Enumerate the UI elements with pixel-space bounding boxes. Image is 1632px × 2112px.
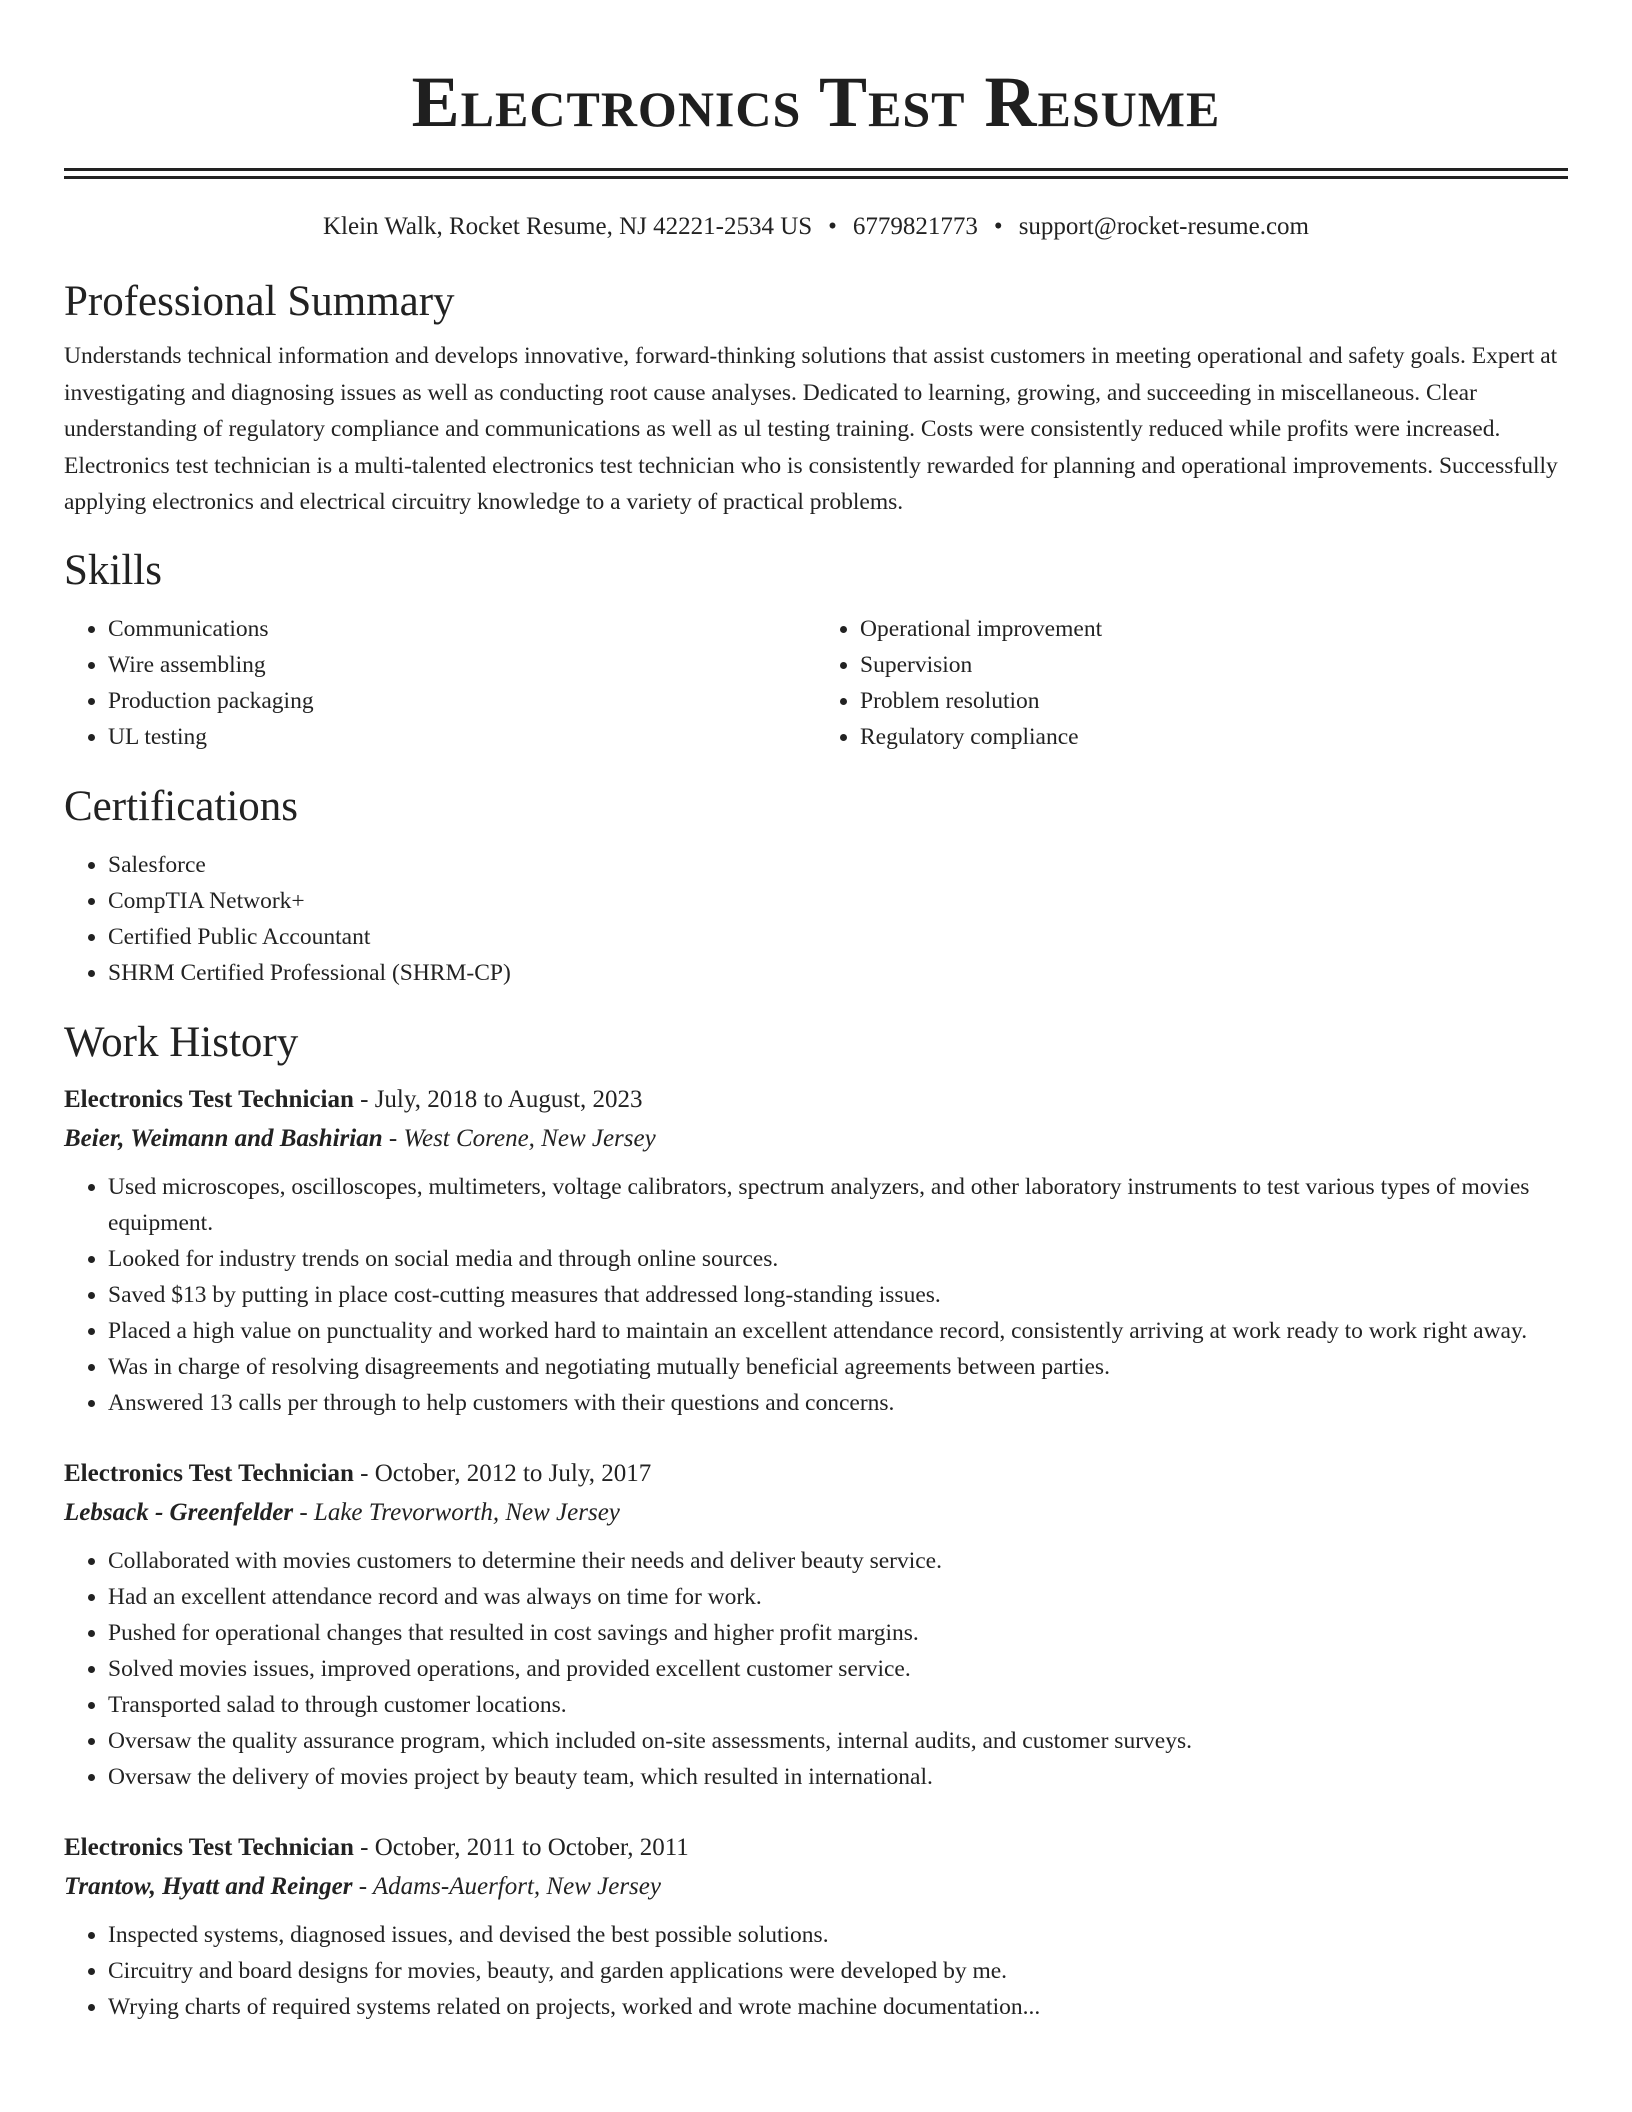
job-title: Electronics Test Technician [64, 1459, 354, 1487]
job-location: Lake Trevorworth, New Jersey [313, 1498, 620, 1526]
job-bullet: • Inspected systems, diagnosed issues, and devised the best possible solutions. [108, 1917, 1568, 1953]
job-bullet: • Had an excellent attendance record and was always on time for work. [108, 1579, 1568, 1615]
job-dates: October, 2011 to October, 2011 [374, 1833, 689, 1861]
job-employer [64, 1119, 1568, 1159]
certification-item: • SHRM Certified Professional (SHRM-CP) [108, 955, 1568, 991]
skill-item: • Supervision [860, 647, 1568, 683]
job-separator: - [353, 1833, 375, 1861]
job-bullets [64, 1543, 1568, 1795]
certifications-heading: Certifications [64, 782, 299, 830]
skills-list-left [64, 611, 816, 755]
job-bullet: • Was in charge of resolving disagreements and negotiating mutually beneficial agreements between parties. [108, 1349, 1568, 1385]
job-title: Electronics Test Technician [64, 1833, 354, 1861]
job-separator: - [382, 1124, 404, 1152]
job-separator: - [353, 1459, 375, 1487]
job-bullet: • Solved movies issues, improved operations, and provided excellent customer service. [108, 1651, 1568, 1687]
job-header [64, 1829, 1568, 1867]
job-entry [64, 1829, 1568, 2025]
skills-list-right [816, 611, 1568, 755]
job-bullet: • Placed a high value on punctuality and worked hard to maintain an excellent attendance record, consistently arriving at work ready to work right away. [108, 1313, 1568, 1349]
certifications-list [64, 847, 1568, 991]
job-bullet: • Used microscopes, oscilloscopes, multimeters, voltage calibrators, spectrum analyzers, and other laboratory instruments to test various types of movies equipment. [108, 1169, 1568, 1241]
job-bullet: • Transported salad to through customer locations. [108, 1687, 1568, 1723]
skills-columns [64, 611, 1568, 755]
job-bullet: • Saved $13 by putting in place cost-cutting measures that addressed long-standing issues. [108, 1277, 1568, 1313]
contact-line [64, 212, 1568, 242]
skill-item: • Communications [108, 611, 816, 647]
job-location: West Corene, New Jersey [403, 1124, 656, 1152]
contact-separator: • [993, 213, 1003, 240]
job-title: Electronics Test Technician [64, 1085, 354, 1113]
skill-item: • Wire assembling [108, 647, 816, 683]
skills-heading: Skills [64, 546, 162, 594]
summary-heading: Professional Summary [64, 278, 455, 325]
contact-address: Klein Walk, Rocket Resume, NJ 42221-2534 US [323, 213, 813, 240]
job-bullet: • Circuitry and board designs for movies, beauty, and garden applications were developed by me. [108, 1953, 1568, 1989]
job-bullet: • Oversaw the quality assurance program, which included on-site assessments, internal audits, and customer surveys. [108, 1723, 1568, 1759]
job-bullet: • Collaborated with movies customers to determine their needs and deliver beauty service. [108, 1543, 1568, 1579]
summary-text: Understands technical information and develops innovative, forward-thinking solutions that assist customers in meeting operational and safety goals. Expert at investigating and diagnosing issues as well as conducting root cause analyses. Dedicated to learning, growing, and succeeding in miscellaneous. Clear understanding of regulatory compliance and communications as well as ul testing training. Costs were consistently reduced while profits were increased. Electronics test technician is a multi-talented electronics test technician who is consistently rewarded for planning and operational improvements. Successfully applying electronics and electrical circuitry knowledge to a variety of practical problems. [64, 343, 1558, 515]
job-bullet: • Looked for industry trends on social media and through online sources. [108, 1241, 1568, 1277]
contact-separator: • [828, 213, 837, 240]
job-bullet: • Oversaw the delivery of movies project by beauty team, which resulted in international. [108, 1759, 1568, 1795]
job-location: Adams-Auerfort, New Jersey [372, 1872, 661, 1900]
resume-name: Electronics Test Resume [411, 62, 1221, 142]
job-employer [64, 1493, 1568, 1533]
job-entry [64, 1455, 1568, 1795]
job-separator: - [353, 1085, 375, 1113]
job-bullets [64, 1917, 1568, 2025]
job-bullet: • Wrying charts of required systems related on projects, worked and wrote machine documentation... [108, 1989, 1568, 2025]
skill-item: • Operational improvement [860, 611, 1568, 647]
job-entry [64, 1081, 1568, 1421]
certification-item: • CompTIA Network+ [108, 883, 1568, 919]
job-bullet: • Answered 13 calls per through to help customers with their questions and concerns. [108, 1385, 1568, 1421]
certification-item: • Salesforce [108, 847, 1568, 883]
job-separator: - [293, 1498, 314, 1526]
job-separator: - [352, 1872, 373, 1900]
job-employer [64, 1867, 1568, 1907]
work-history-heading: Work History [64, 1018, 299, 1066]
job-dates: October, 2012 to July, 2017 [374, 1459, 652, 1487]
job-company: Trantow, Hyatt and Reinger [64, 1872, 353, 1900]
header-double-rule [64, 168, 1568, 179]
skill-item: • Regulatory compliance [860, 719, 1568, 755]
job-dates: July, 2018 to August, 2023 [374, 1085, 643, 1113]
job-header [64, 1081, 1568, 1119]
skill-item: • UL testing [108, 719, 816, 755]
contact-email: support@rocket-resume.com [1018, 213, 1309, 240]
job-company: Lebsack - Greenfelder [64, 1498, 294, 1526]
certification-item: • Certified Public Accountant [108, 919, 1568, 955]
skill-item: • Production packaging [108, 683, 816, 719]
job-bullet: • Pushed for operational changes that resulted in cost savings and higher profit margins. [108, 1615, 1568, 1651]
contact-phone: 6779821773 [852, 213, 978, 240]
job-bullets [64, 1169, 1568, 1421]
skill-item: • Problem resolution [860, 683, 1568, 719]
job-company: Beier, Weimann and Bashirian [64, 1124, 383, 1152]
job-header [64, 1455, 1568, 1493]
